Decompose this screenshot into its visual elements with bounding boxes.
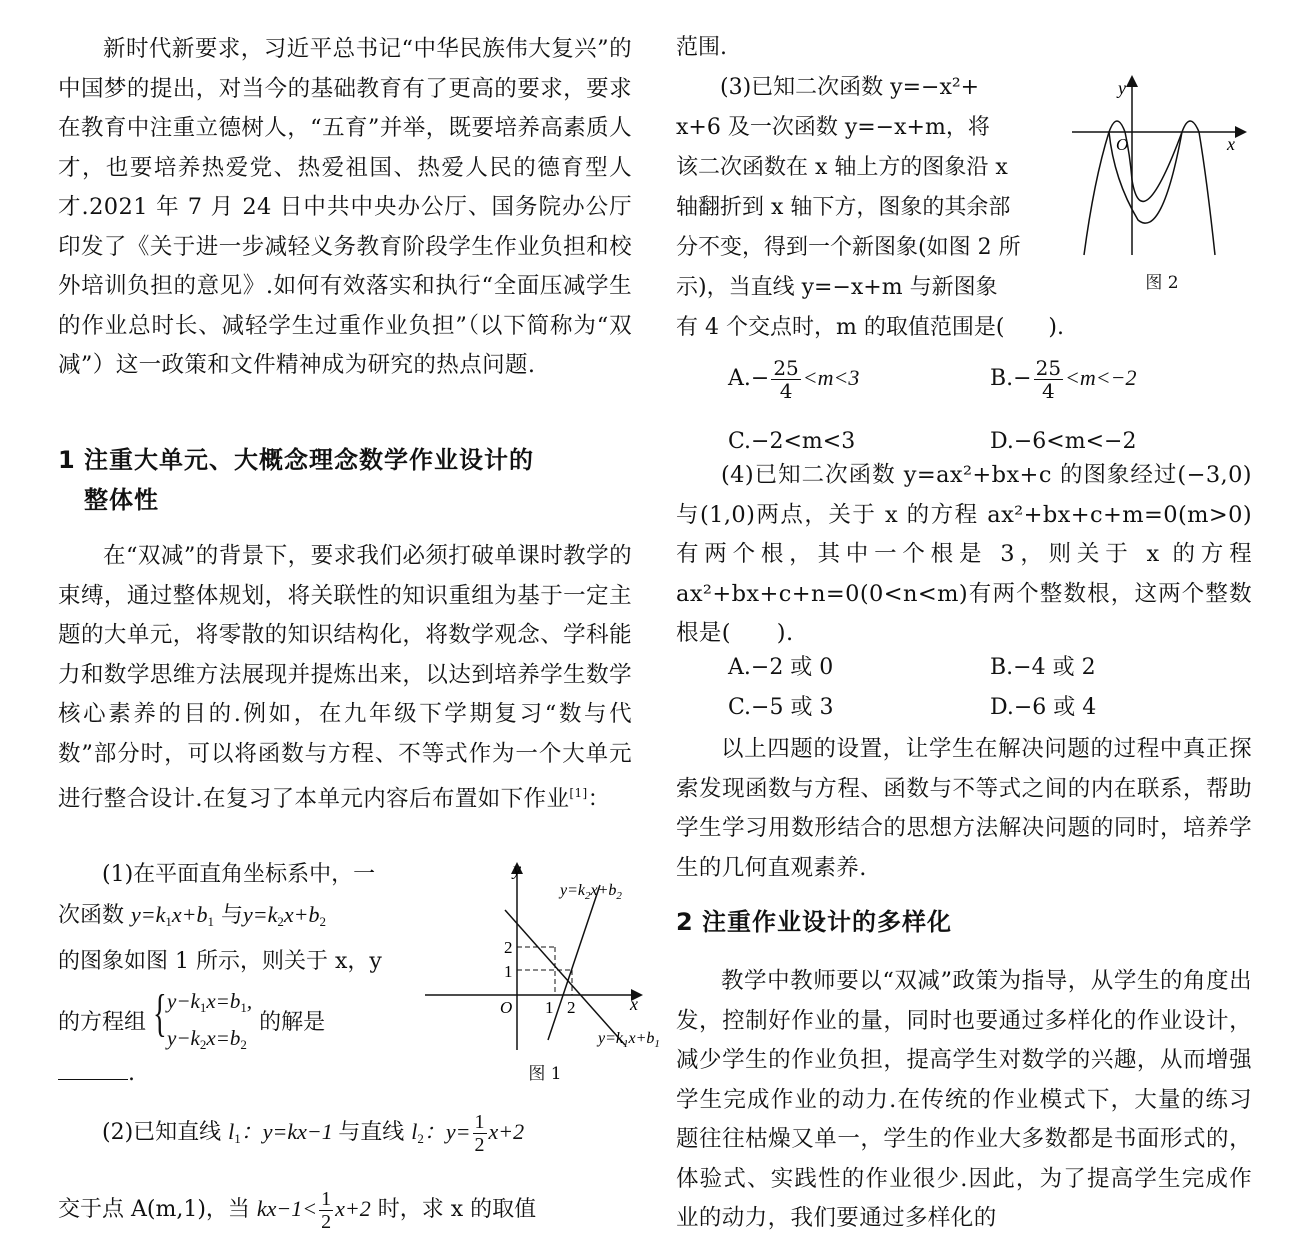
x-tick-2: 2	[567, 998, 576, 1017]
unit-design-end: ：	[587, 786, 611, 812]
option-a	[728, 348, 990, 408]
q2-line2-end: 时，求 x 的取值	[370, 1197, 537, 1222]
figure-1	[420, 855, 660, 1085]
x-tick-1: 1	[545, 998, 554, 1017]
origin-label: O	[500, 998, 513, 1017]
q2-line1	[58, 1106, 632, 1165]
section-number-2: 2	[676, 908, 694, 936]
q1-line4	[58, 986, 408, 1050]
summary-paragraph: 以上四题的设置，让学生在解决问题的过程中真正探索发现函数与方程、函数与不等式之间的内在联系，帮助学生学习用数形结合的思想方法解决问题的同时，培养学生的几何直观素养.	[676, 736, 1252, 881]
option-b-prefix: B.−	[990, 366, 1032, 391]
option-c: C.−2<m<3	[728, 429, 856, 454]
question-2	[58, 1106, 632, 1236]
q3-options	[676, 348, 1252, 462]
q2-line2-text: 交于点 A(m,1)，当	[58, 1197, 257, 1222]
option-b	[990, 348, 1252, 408]
q2-line1-and: 与直线	[338, 1120, 412, 1145]
y-tick-1: 1	[504, 962, 513, 981]
q1-period: .	[128, 1061, 135, 1086]
option-b: B.−4 或 2	[990, 655, 1096, 680]
section-title-1-line1: 注重大单元、大概念理念数学作业设计的	[84, 446, 534, 474]
q2-line2	[58, 1183, 632, 1236]
q2-line1-text: (2)已知直线	[102, 1120, 229, 1145]
option-d: D.−6<m<−2	[990, 429, 1137, 454]
q4-options	[676, 648, 1252, 728]
q1-line2-text: 次函数	[58, 903, 131, 928]
option-d: D.−6 或 4	[990, 695, 1097, 720]
option-a: A.−2 或 0	[728, 655, 834, 680]
section-title-2: 注重作业设计的多样化	[702, 908, 952, 936]
answer-blank	[58, 1079, 128, 1080]
q2-l1: $l_1$：y=kx−1	[228, 1119, 339, 1146]
equation-system: { $y-k_1x=b_1$, $y-k_2x=b_2$	[153, 985, 253, 1052]
q2-l2: $l_2$：y= $\frac{1}{2}$ x+2	[411, 1111, 525, 1157]
option-a-den: 4	[779, 378, 793, 403]
parabola-right-branch	[1182, 121, 1215, 255]
parabola-left-branch	[1084, 132, 1109, 255]
question-4: (4)已知二次函数 y=ax²+bx+c 的图象经过(−3,0)与(1,0)两点，关于 x 的方程 ax²+bx+c+m=0(m>0)有两个根，其中一个根是 3，则关于 x 的方程 ax²+bx+c+n=0(0<n<m)有两个整数根，这两个整数根是( ).	[676, 462, 1252, 646]
q1-func1: $y=k_1x+b_1$	[131, 902, 214, 929]
q1-system-label: 的方程组	[58, 1010, 147, 1035]
line-2-label: $y=k_2x+b_2$	[560, 882, 622, 902]
question-3	[676, 68, 1064, 348]
option-a-num: 25	[773, 355, 799, 380]
question-1	[58, 855, 408, 1094]
section-heading-2	[676, 902, 1252, 942]
q3-line1: (3)已知二次函数 y=−x²+	[720, 75, 980, 100]
unit-design-paragraph	[58, 537, 632, 820]
q3-options-row1	[676, 348, 1252, 408]
figure-2-caption: 图 2	[1145, 273, 1179, 293]
q4-options-row1	[676, 648, 1252, 688]
origin-label: O	[1116, 135, 1129, 154]
q1-solution-label: 的解是	[259, 1010, 326, 1035]
y-tick-2: 2	[504, 938, 513, 957]
citation-ref: [1]	[569, 786, 588, 800]
q3-line7: 有 4 个交点时，m 的取值范围是( ).	[676, 315, 1064, 340]
option-a-rest: <m<3	[802, 365, 860, 390]
figure-1-caption: 图 1	[528, 1064, 562, 1084]
x-axis-label: x	[1227, 134, 1235, 154]
q1-line3: 的图象如图 1 所示，则关于 x，y	[58, 949, 382, 974]
unit-design-text: 在“双减”的背景下，要求我们必须打破单课时教学的束缚，通过整体规划，将关联性的知识重组为基于一定主题的大单元，将零散的知识结构化，将数学观念、学科能力和数学思维方法展现并提炼出来，以达到培养学生数学核心素养的目的.例如，在九年级下学期复习“数与代数”部分时，可以将函数与方程、不等式作为一个大单元进行整合设计.在复习了本单元内容后布置如下作业	[58, 543, 632, 812]
line-1-label: $y=k_1x+b_1$	[598, 1030, 660, 1050]
option-b-num: 25	[1035, 355, 1062, 380]
option-a-prefix: A.−	[728, 366, 770, 391]
q1-line5	[58, 1054, 408, 1094]
q2-continuation: 范围.	[676, 35, 727, 60]
diversity-paragraph: 教学中教师要以“双减”政策为指导，从学生的角度出发，控制好作业的量，同时也要通过多样化的作业设计，减少学生的作业负担，提高学生对数学的兴趣，从而增强学生完成作业的动力.在传统的作业模式下，大量的练习题往往枯燥又单一，学生的作业大多数都是书面形式的，体验式、实践性的作业很少.因此，为了提高学生完成作业的动力，我们要通过多样化的	[676, 968, 1252, 1231]
brace-icon: {	[153, 985, 167, 1042]
figure-2	[1072, 70, 1252, 300]
q3-line3: 该二次函数在 x 轴上方的图象沿 x	[676, 155, 1008, 180]
q2-inequality: kx−1< $\frac{1}{2}$ x+2	[256, 1188, 371, 1234]
folded-parabola	[1109, 121, 1182, 201]
y-axis-label: y	[513, 859, 521, 879]
section-number-1: 1	[58, 446, 76, 474]
q3-line4: 轴翻折到 x 轴下方，图象的其余部	[676, 195, 1011, 220]
q1-line1: (1)在平面直角坐标系中，一	[102, 862, 376, 887]
q1-func2: $y=k_2x+b_2$	[243, 902, 326, 929]
intro-paragraph: 新时代新要求，习近平总书记“中华民族伟大复兴”的中国梦的提出，对当今的基础教育有了更高的要求，要求在教育中注重立德树人，“五育”并举，既要培养高素质人才，也要培养热爱党、热爱祖国、热爱人民的德育型人才.2021 年 7 月 24 日中共中央办公厅、国务院办公厅印发了《关于进一步减轻义务教育阶段学生作业负担和校外培训负担的意见》.如何有效落实和执行“全面压减学生的作业总时长、减轻学生过重作业负担”（以下简称为“双减”）这一政策和文件精神成为研究的热点问题.	[58, 36, 632, 378]
section-title-1-line2: 整体性	[84, 486, 159, 514]
option-b-rest: <m<−2	[1065, 365, 1137, 390]
q3-line5: 分不变，得到一个新图象(如图 2 所	[676, 235, 1021, 260]
section-heading-1	[58, 440, 632, 520]
q3-line6: 示)，当直线 y=−x+m 与新图象	[676, 275, 998, 300]
figure-2-graph	[1072, 70, 1252, 260]
y-axis-label: y	[1118, 78, 1126, 98]
option-c: C.−5 或 3	[728, 695, 834, 720]
q3-line2: x+6 及一次函数 y=−x+m，将	[676, 115, 990, 140]
q4-options-row2	[676, 688, 1252, 728]
q1-line2	[58, 895, 408, 942]
line-1	[505, 910, 625, 1045]
q1-line2-and: 与	[214, 903, 243, 928]
x-axis-label: x	[630, 994, 638, 1014]
option-b-den: 4	[1041, 378, 1055, 403]
figure-1-graph	[420, 855, 660, 1055]
